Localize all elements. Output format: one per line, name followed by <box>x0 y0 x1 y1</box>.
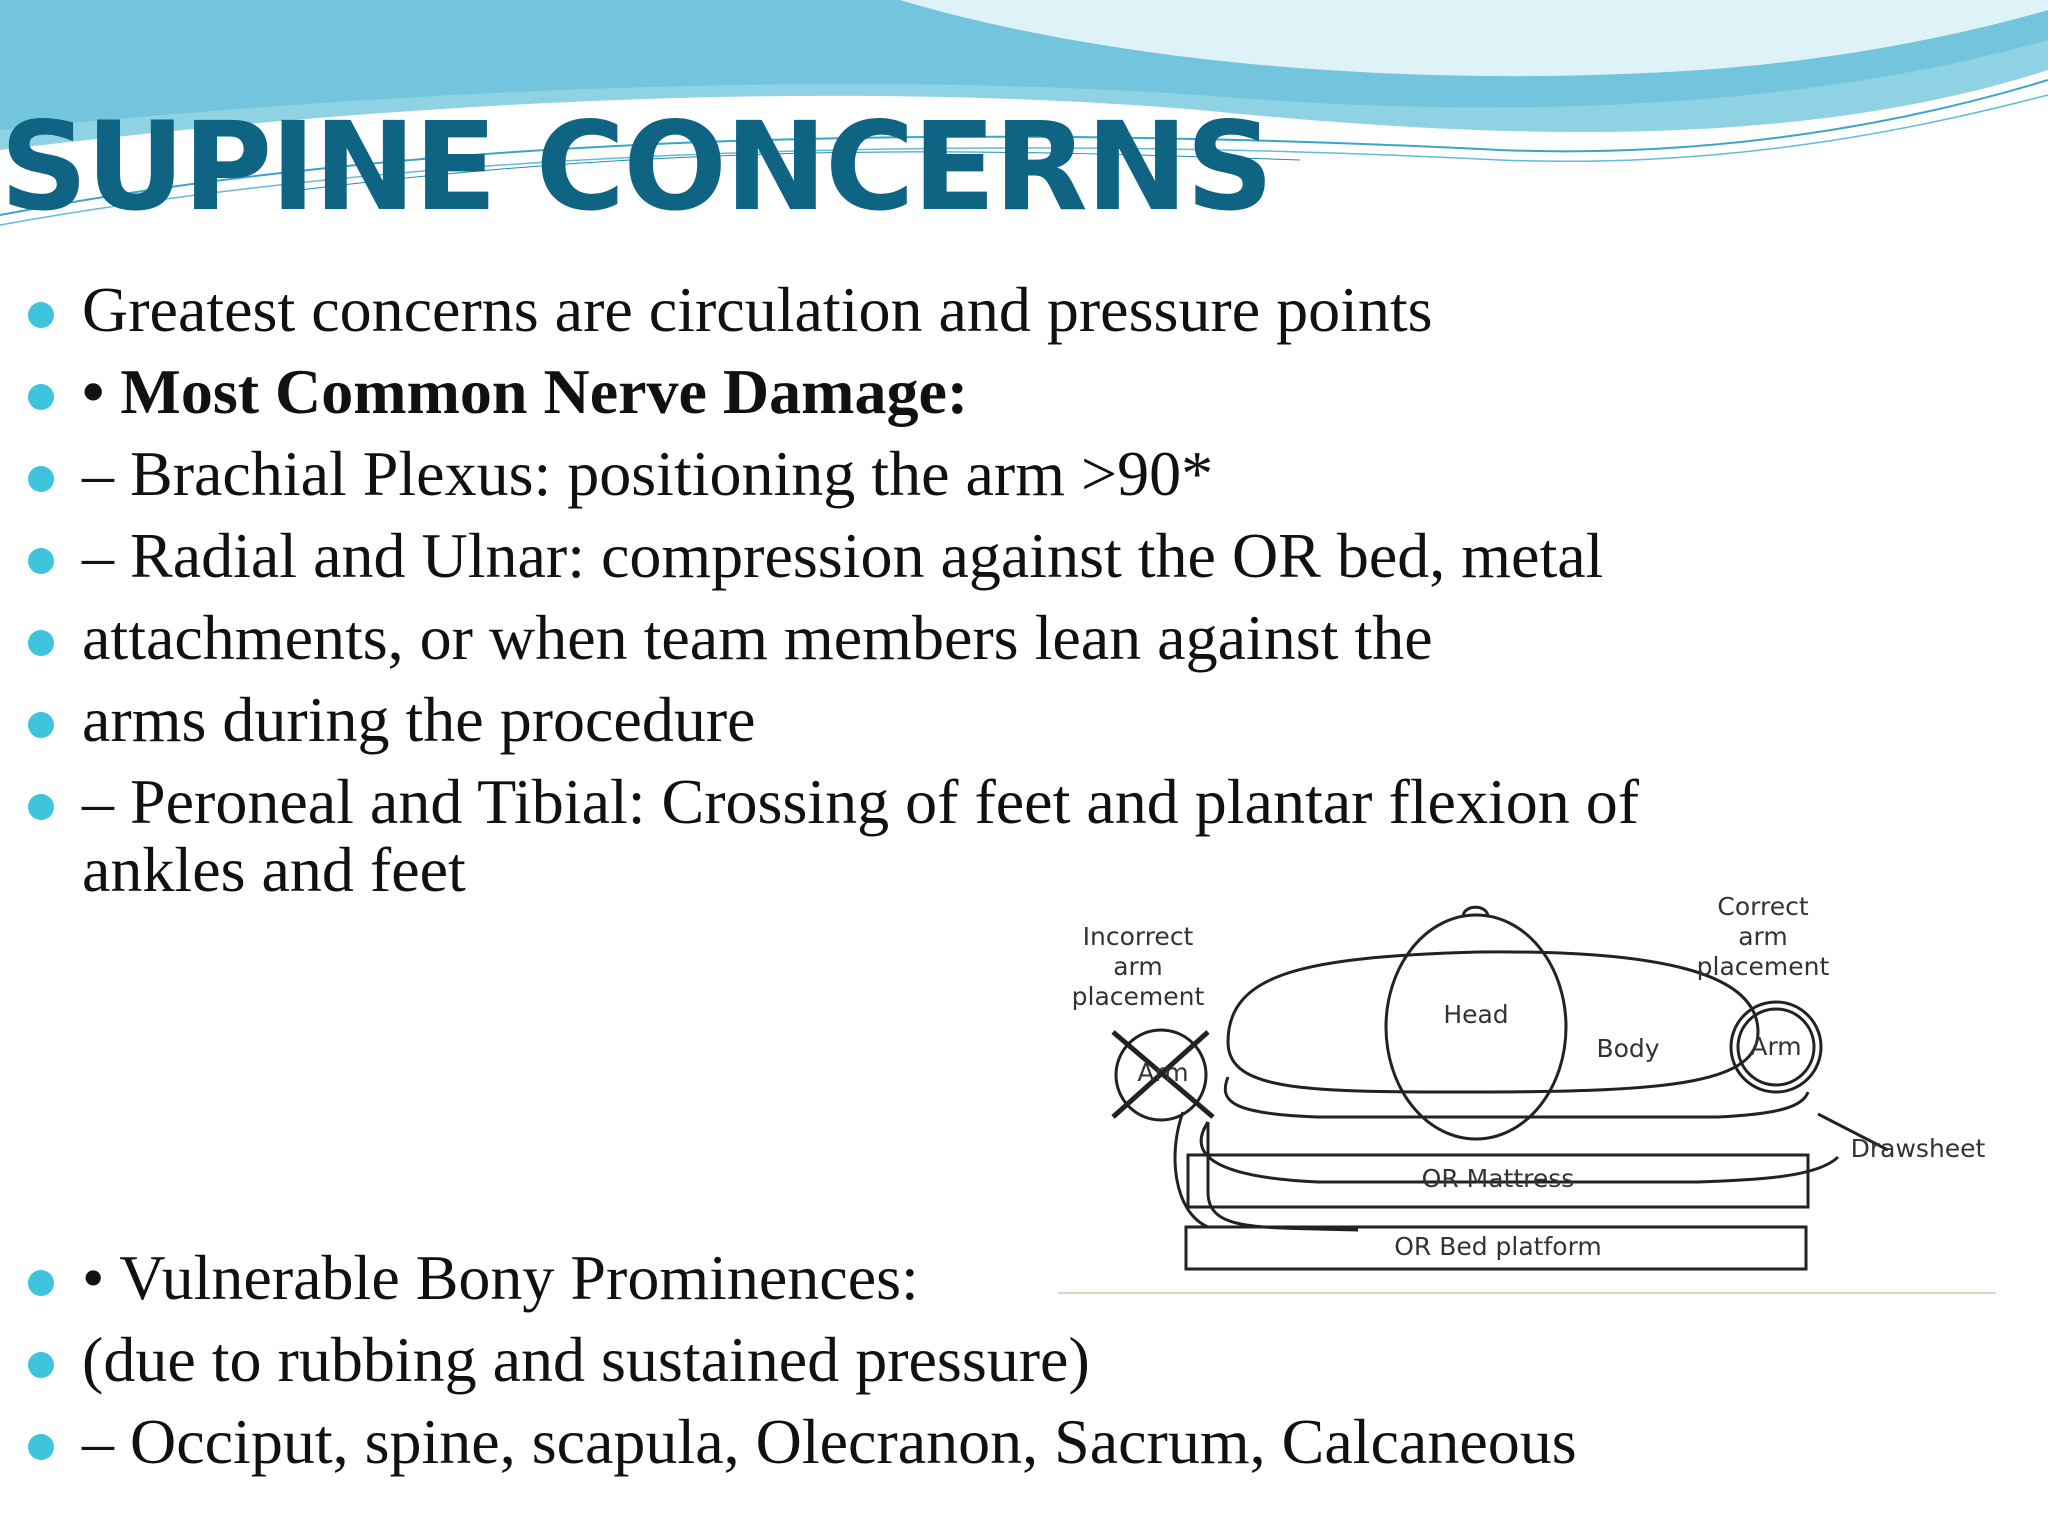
correct-arm-label: Correct arm placement <box>1696 892 1830 981</box>
slide-title: SUPINE CONCERNS <box>0 96 1272 238</box>
bullet-text: arms during the procedure <box>82 684 756 755</box>
bullet-dot-icon <box>28 384 54 410</box>
bullet-dot-icon <box>28 466 54 492</box>
bullet-text: Greatest concerns are circulation and pressure points <box>82 274 1433 345</box>
bullet-text: – Occiput, spine, scapula, Olecranon, Sacrum, Calcaneous <box>82 1406 1577 1477</box>
drawsheet-label: Drawsheet <box>1850 1134 1986 1163</box>
bullet-dot-icon <box>28 1270 54 1296</box>
bullet-text: – Radial and Ulnar: compression against the OR bed, metal <box>82 520 1604 591</box>
bullet-dot-icon <box>28 548 54 574</box>
arm-placement-diagram <box>1058 852 1996 1294</box>
bullet-dot-icon <box>28 302 54 328</box>
body-label: Body <box>1596 1034 1660 1063</box>
head-label: Head <box>1443 1000 1509 1029</box>
bullet-dot-icon <box>28 712 54 738</box>
bullet-text: – Peroneal and Tibial: Crossing of feet and plantar flexion of <box>82 766 1640 837</box>
bullet-text: • Vulnerable Bony Prominences: <box>82 1242 919 1313</box>
bullet-text: attachments, or when team members lean against the <box>82 602 1433 673</box>
bullet-dot-icon <box>28 794 54 820</box>
bullet-dot-icon <box>28 1352 54 1378</box>
bullet-dot-icon <box>28 630 54 656</box>
bullet-dot-icon <box>28 1434 54 1460</box>
bullet-text: • Most Common Nerve Damage: <box>82 356 969 427</box>
incorrect-arm-label: Incorrect arm placement <box>1071 922 1205 1011</box>
or-bed-platform-label: OR Bed platform <box>1394 1232 1602 1261</box>
bullet-continuation-text: ankles and feet <box>82 834 466 905</box>
right-arm-label: Arm <box>1750 1032 1802 1061</box>
bullet-text: (due to rubbing and sustained pressure) <box>82 1324 1090 1395</box>
figure-divider <box>1058 1292 1996 1294</box>
left-arm-label: Arm <box>1137 1058 1189 1087</box>
bullet-text: – Brachial Plexus: positioning the arm >90* <box>82 438 1214 509</box>
or-mattress-label: OR Mattress <box>1421 1164 1575 1193</box>
